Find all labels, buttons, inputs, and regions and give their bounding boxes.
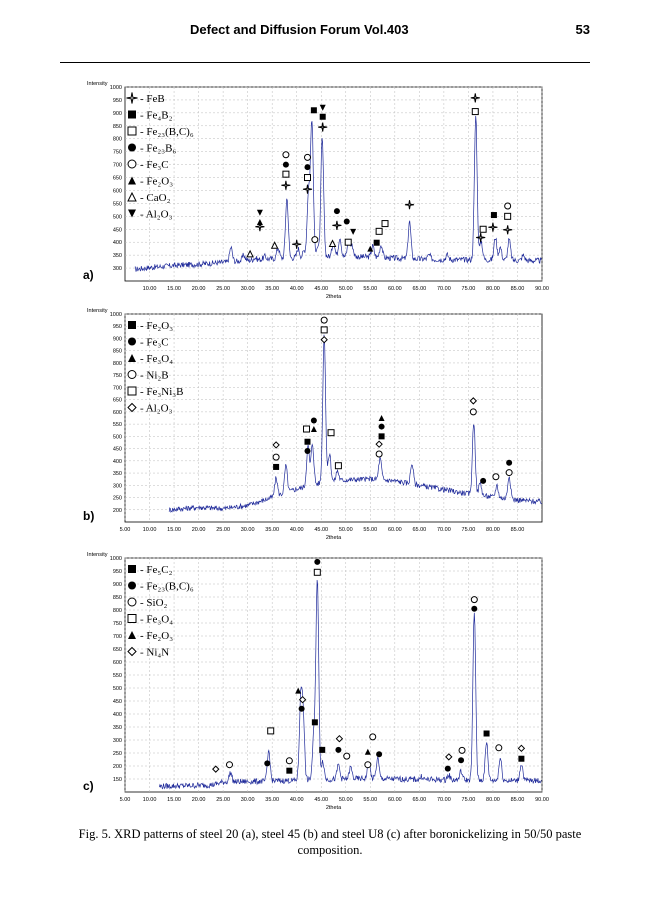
x-tick-label: 80.00 [486,797,500,803]
legend-label: - Fe₃O₄ [140,613,174,626]
y-tick-label: 150 [112,777,122,783]
y-tick-label: 650 [112,647,122,653]
y-tick-label: 800 [112,360,122,367]
legend-label: - Fe₃C [140,159,169,171]
circle-open-peak-marker [505,203,511,209]
y-tick-label: 550 [112,673,122,679]
y-tick-label: 350 [112,253,122,260]
x-tick-label: 55.00 [363,797,378,803]
circle-open-legend-symbol [128,371,136,379]
circle-filled-peak-marker [506,460,512,466]
square-open-peak-marker [314,569,320,575]
circle-filled-peak-marker [379,424,385,430]
legend-label: - SiO₂ [140,597,168,609]
square-open-legend-symbol [128,127,136,135]
circle-open-peak-marker [226,762,232,768]
y-tick-label: 650 [112,175,122,182]
square-filled-peak-marker [273,464,279,470]
legend-label: - Ni₂B [140,369,169,382]
y-axis-title: Intensity [87,552,108,558]
x-tick-label: 90.00 [535,286,549,292]
circle-filled-peak-marker [334,208,340,214]
y-tick-label: 400 [112,458,122,465]
legend-label: - Fe₂O₃ [140,175,174,188]
x-tick-label: 80.00 [486,286,500,292]
square-open-peak-marker [376,228,382,234]
y-tick-label: 300 [112,738,122,744]
x-tick-label: 30.00 [240,797,255,803]
square-open-peak-marker [382,221,388,227]
x-tick-label: 60.00 [387,527,402,533]
square-filled-peak-marker [286,768,292,774]
y-tick-label: 450 [112,699,122,705]
y-tick-label: 950 [112,569,122,575]
x-tick-label: 25.00 [216,527,231,533]
header-rule [60,62,590,63]
legend-label: - Fe₄B₂ [140,109,173,122]
square-open-legend-symbol [128,615,136,623]
x-tick-label: 5.00 [119,797,131,803]
x-axis-title: 2theta [325,294,342,300]
circle-filled-peak-marker [445,766,451,772]
y-tick-label: 700 [112,385,122,392]
circle-filled-peak-marker [304,448,310,454]
panel-label: c) [83,779,94,793]
y-tick-label: 750 [112,373,122,380]
circle-open-peak-marker [365,762,371,768]
y-tick-label: 450 [112,227,122,234]
xrd-chart-b [80,302,550,550]
y-tick-label: 300 [112,483,122,490]
circle-filled-legend-symbol [128,338,136,346]
circle-open-peak-marker [506,470,512,476]
y-tick-label: 400 [112,240,122,247]
square-open-peak-marker [304,175,310,181]
y-tick-label: 450 [112,446,122,453]
x-tick-label: 20.00 [191,527,206,533]
legend-label: - Al₂O₃ [140,402,173,415]
circle-open-peak-marker [283,152,289,158]
xrd-figure-b [80,302,550,550]
y-tick-label: 400 [112,712,122,718]
x-tick-label: 70.00 [436,797,451,803]
x-tick-label: 85.00 [510,797,525,803]
legend-label: - Fe₂O₃ [140,320,174,332]
square-filled-peak-marker [491,212,497,218]
x-tick-label: 40.00 [289,527,304,533]
y-tick-label: 350 [112,725,122,731]
square-open-peak-marker [328,430,334,436]
legend-label: - Ni₄N [140,646,170,659]
x-tick-label: 45.00 [314,527,329,533]
legend-label: - CaO₂ [140,192,171,204]
x-tick-label: 25.00 [216,797,231,803]
y-tick-label: 650 [112,397,122,404]
x-tick-label: 30.00 [240,286,255,292]
square-filled-peak-marker [319,747,325,753]
circle-open-peak-marker [304,154,310,160]
circle-open-peak-marker [370,734,376,740]
legend-label: - Fe₃O₄ [140,353,174,365]
xrd-chart-c [80,546,550,820]
x-tick-label: 55.00 [363,286,378,292]
plot-frame [125,314,542,522]
x-tick-label: 35.00 [265,286,280,292]
x-tick-label: 65.00 [412,286,427,292]
square-filled-peak-marker [374,240,380,246]
y-tick-label: 900 [112,110,122,117]
circle-open-peak-marker [496,745,502,751]
legend-label: - Fe₃Ni₃B [140,386,184,398]
x-tick-label: 5.00 [119,527,131,533]
y-tick-label: 200 [112,507,122,514]
y-tick-label: 1000 [109,556,122,562]
y-tick-label: 600 [112,409,122,416]
circle-open-peak-marker [470,409,476,415]
x-tick-label: 25.00 [216,286,231,292]
square-filled-peak-marker [312,719,318,725]
circle-open-peak-marker [312,237,318,243]
x-tick-label: 15.00 [167,527,181,533]
circle-filled-legend-symbol [128,582,136,590]
y-tick-label: 750 [112,149,122,156]
plot-frame [125,87,542,281]
y-tick-label: 950 [112,324,122,331]
x-tick-label: 60.00 [387,797,402,803]
square-filled-legend-symbol [128,111,136,119]
y-tick-label: 500 [112,686,122,692]
y-tick-label: 950 [112,97,122,104]
x-tick-label: 45.00 [314,286,329,292]
circle-filled-peak-marker [335,747,341,753]
square-filled-peak-marker [311,107,317,113]
x-tick-label: 45.00 [314,797,329,803]
x-tick-label: 10.00 [142,286,157,292]
y-tick-label: 300 [112,266,122,273]
x-tick-label: 90.00 [535,797,549,803]
circle-open-peak-marker [321,317,327,323]
x-tick-label: 20.00 [191,797,206,803]
legend-label: - Fe₅C₂ [140,564,173,576]
y-tick-label: 850 [112,595,122,601]
y-tick-label: 800 [112,608,122,614]
x-tick-label: 15.00 [167,797,181,803]
circle-open-peak-marker [344,753,350,759]
x-tick-label: 75.00 [461,527,476,533]
x-tick-label: 15.00 [167,286,181,292]
x-tick-label: 50.00 [338,286,353,292]
square-filled-peak-marker [320,114,326,120]
legend-label: - Fe₂O₃ [140,630,174,642]
x-tick-label: 50.00 [338,527,353,533]
xrd-figure-c [80,546,550,820]
x-tick-label: 40.00 [289,797,304,803]
circle-filled-peak-marker [458,757,464,763]
x-tick-label: 10.00 [142,527,157,533]
circle-open-legend-symbol [128,160,136,168]
circle-filled-peak-marker [376,751,382,757]
circle-filled-peak-marker [264,760,270,766]
square-filled-legend-symbol [128,321,136,329]
x-tick-label: 65.00 [412,797,427,803]
square-open-peak-marker [505,213,511,219]
y-tick-label: 850 [112,348,122,355]
legend-label: - Fe₂₃(B,C)₆ [140,580,194,593]
y-tick-label: 550 [112,201,122,208]
y-tick-label: 700 [112,634,122,640]
y-tick-label: 500 [112,434,122,441]
x-tick-label: 60.00 [387,286,402,292]
y-tick-label: 1000 [109,312,122,318]
y-tick-label: 600 [112,660,122,666]
y-tick-label: 850 [112,123,122,130]
legend-label: - Al₂O₃ [140,208,173,221]
page-number: 53 [575,22,590,37]
circle-open-peak-marker [286,758,292,764]
y-tick-label: 900 [112,582,122,588]
square-open-peak-marker [480,226,486,232]
circle-open-peak-marker [471,597,477,603]
circle-open-legend-symbol [128,598,136,606]
square-filled-peak-marker [484,731,490,737]
y-tick-label: 750 [112,621,122,627]
x-tick-label: 85.00 [510,527,525,533]
square-open-peak-marker [268,728,274,734]
square-open-peak-marker [321,327,327,333]
panel-label: b) [83,509,95,523]
legend-label: - Fe₃C [140,336,169,349]
x-tick-label: 75.00 [461,286,476,292]
y-tick-label: 1000 [109,85,122,91]
square-filled-peak-marker [379,433,385,439]
square-filled-peak-marker [304,439,310,445]
y-tick-label: 250 [112,495,122,502]
x-axis-title: 2theta [325,805,342,811]
x-tick-label: 80.00 [486,527,500,533]
circle-filled-peak-marker [304,164,310,170]
x-tick-label: 20.00 [191,286,206,292]
square-open-peak-marker [345,239,351,245]
x-tick-label: 70.00 [436,527,451,533]
y-tick-label: 200 [112,764,122,770]
x-axis-title: 2theta [325,535,342,541]
circle-filled-peak-marker [314,559,320,565]
circle-filled-peak-marker [471,606,477,612]
x-tick-label: 10.00 [142,797,157,803]
xrd-chart-a [80,75,550,305]
x-tick-label: 85.00 [510,286,525,292]
x-tick-label: 30.00 [240,527,255,533]
square-open-peak-marker [304,426,310,432]
square-open-legend-symbol [128,387,136,395]
circle-filled-legend-symbol [128,144,136,152]
y-tick-label: 500 [112,214,122,221]
figure-caption: Fig. 5. XRD patterns of steel 20 (a), steel 45 (b) and steel U8 (c) after boronickelizing in 50/50 paste composition. [78,827,582,857]
square-open-peak-marker [472,109,478,115]
circle-filled-peak-marker [311,417,317,423]
y-tick-label: 600 [112,188,122,195]
x-tick-label: 35.00 [265,527,280,533]
y-tick-label: 250 [112,751,122,757]
x-tick-label: 55.00 [363,527,378,533]
circle-open-peak-marker [493,474,499,480]
x-tick-label: 70.00 [436,286,451,292]
circle-open-peak-marker [376,451,382,457]
y-tick-label: 350 [112,471,122,478]
square-open-peak-marker [335,463,341,469]
x-tick-label: 50.00 [338,797,353,803]
y-tick-label: 550 [112,422,122,429]
square-filled-peak-marker [518,756,524,762]
square-open-peak-marker [283,171,289,177]
y-tick-label: 800 [112,136,122,143]
x-tick-label: 65.00 [412,527,427,533]
y-tick-label: 900 [112,336,122,343]
legend-label: - Fe₂₃(B,C)₆ [140,126,194,138]
y-tick-label: 700 [112,162,122,169]
journal-title: Defect and Diffusion Forum Vol.403 [190,22,409,37]
y-axis-title: Intensity [87,308,108,314]
x-tick-label: 40.00 [289,286,304,292]
page-header [60,22,590,42]
circle-filled-peak-marker [480,478,486,484]
circle-filled-peak-marker [299,706,305,712]
panel-label: a) [83,268,94,282]
y-axis-title: Intensity [87,81,108,87]
circle-open-peak-marker [273,454,279,460]
legend-label: - Fe₂₃B₆ [140,142,177,155]
circle-filled-peak-marker [283,162,289,168]
circle-open-peak-marker [459,747,465,753]
x-tick-label: 75.00 [461,797,476,803]
square-filled-legend-symbol [128,565,136,573]
xrd-figure-a [80,75,550,305]
legend-label: - FeB [140,93,165,105]
circle-filled-peak-marker [344,219,350,225]
x-tick-label: 35.00 [265,797,280,803]
